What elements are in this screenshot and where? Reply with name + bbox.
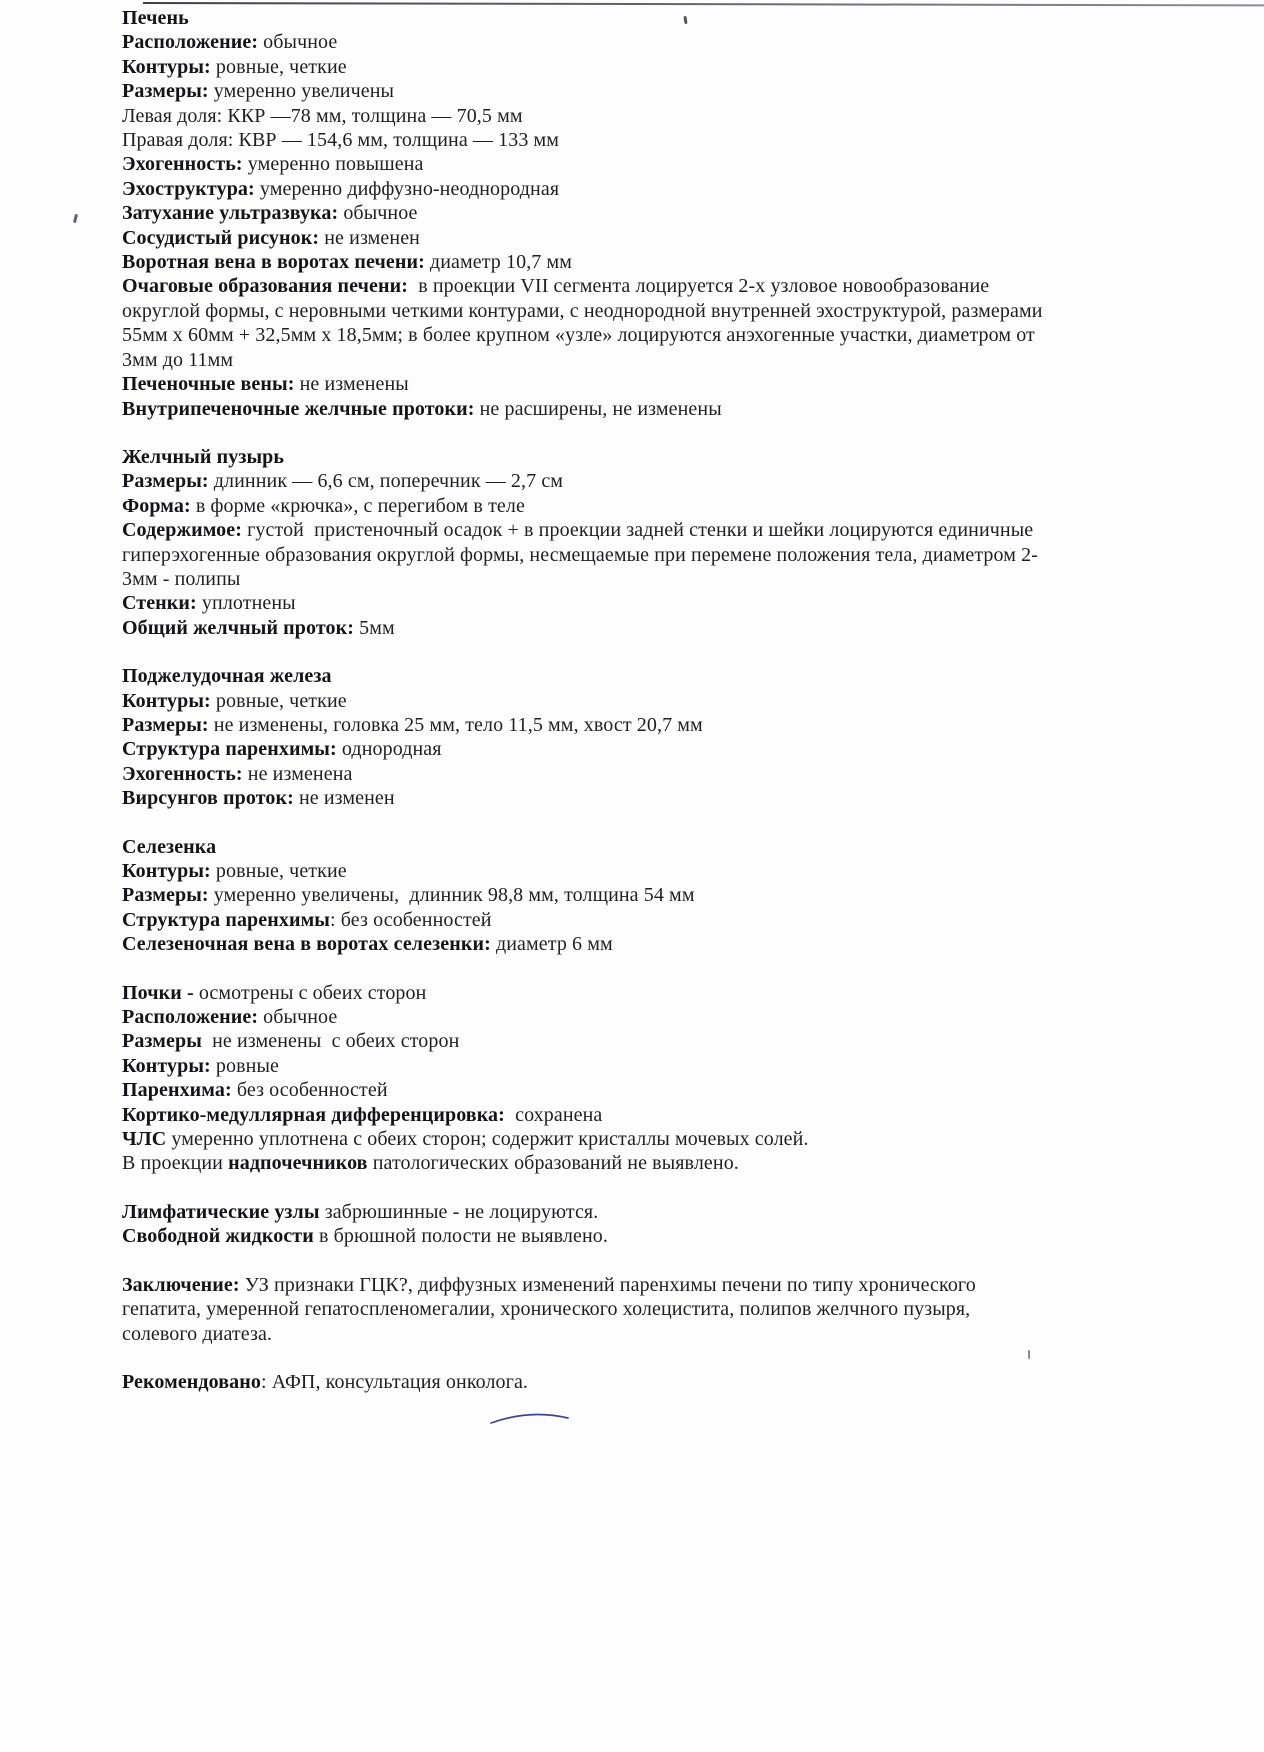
report-line — [122, 299, 1082, 323]
field-value: в брюшной полости не выявлено. — [313, 1225, 608, 1248]
field-label: Вирсунгов проток: — [122, 787, 294, 810]
field-value: ровные — [210, 1054, 279, 1077]
field-value: Правая доля: КВР — 154,6 мм, толщина — 133 мм — [122, 129, 560, 152]
section-gallbladder — [122, 445, 1082, 640]
report-line — [122, 737, 1082, 761]
field-value: не изменен — [293, 787, 395, 810]
field-label: Очаговые образования печени: — [122, 275, 408, 298]
report-line — [122, 201, 1082, 225]
field-label: Структура паренхимы: — [122, 738, 337, 761]
field-label: Паренхима: — [122, 1079, 232, 1102]
report-line — [122, 79, 1082, 103]
field-value: В проекции — [122, 1152, 229, 1175]
report-line — [122, 883, 1082, 907]
field-label: Селезенка — [122, 835, 217, 858]
field-value: густой пристеночный осадок + в проекции задней стенки и шейки лоцируются единичные — [242, 519, 1034, 542]
report-line — [122, 1103, 1082, 1127]
section-lymph-and-fluid — [122, 1200, 1082, 1249]
field-value: УЗ признаки ГЦК?, диффузных изменений паренхимы печени по типу хронического — [239, 1273, 976, 1296]
report-line — [122, 1200, 1082, 1224]
report-line — [122, 591, 1082, 615]
report-line — [122, 6, 1082, 30]
field-label: Размеры: — [122, 80, 209, 103]
report-line — [122, 30, 1082, 54]
report-line — [122, 1224, 1082, 1248]
field-value: обычное — [258, 31, 338, 54]
field-label: Размеры: — [122, 713, 209, 736]
report-line — [122, 226, 1082, 250]
field-value: без особенностей — [231, 1079, 388, 1102]
pen-stroke — [491, 1414, 568, 1423]
field-label: Свободной жидкости — [122, 1225, 314, 1248]
section-kidneys — [122, 981, 1082, 1176]
report-line — [122, 177, 1082, 201]
field-label: Селезеночная вена в воротах селезенки: — [122, 933, 491, 956]
field-value: в проекции VII сегмента лоцируется 2-х узловое новообразование — [408, 275, 990, 298]
report-line — [122, 1078, 1082, 1102]
field-label: Размеры: — [122, 470, 209, 493]
report-line — [122, 348, 1082, 372]
report-line — [122, 323, 1082, 347]
field-label: Кортико-медуллярная дифференцировка: — [122, 1103, 505, 1126]
section-spleen — [122, 835, 1082, 957]
report-line — [122, 445, 1082, 469]
report-line — [122, 1054, 1082, 1078]
field-value: обычное — [258, 1006, 338, 1029]
field-value: не изменены — [294, 373, 409, 396]
report-line — [122, 128, 1082, 152]
field-value: солевого диатеза. — [122, 1322, 273, 1345]
pen-signature-arc — [488, 1408, 572, 1430]
field-label: Контуры: — [122, 1054, 211, 1077]
report-line — [122, 664, 1082, 688]
field-label: Внутрипеченочные желчные протоки: — [122, 397, 475, 420]
field-value: умеренно диффузно-неоднородная — [254, 177, 560, 200]
field-value: Левая доля: ККР —78 мм, толщина — 70,5 мм — [122, 104, 523, 127]
field-value: диаметр 6 мм — [490, 933, 613, 956]
field-value: ровные, четкие — [210, 55, 347, 78]
report-line — [122, 469, 1082, 493]
field-label: Эхогенность: — [122, 762, 243, 785]
field-value: не изменены, головка 25 мм, тело 11,5 мм, хвост 20,7 мм — [208, 713, 703, 736]
report-line — [122, 372, 1082, 396]
report-line — [122, 567, 1082, 591]
section-conclusion — [122, 1273, 1082, 1346]
report-line — [122, 1273, 1082, 1297]
field-value: длинник — 6,6 см, поперечник — 2,7 см — [208, 470, 564, 493]
report-line — [122, 543, 1082, 567]
field-value: не изменен — [319, 226, 420, 249]
field-value: не расширены, не изменены — [474, 397, 722, 420]
field-label: Лимфатические узлы — [122, 1200, 320, 1223]
report-line — [122, 494, 1082, 518]
field-label: Печеночные вены: — [122, 373, 295, 396]
report-line — [122, 908, 1082, 932]
field-label: Контуры: — [122, 689, 211, 712]
field-label: Заключение: — [122, 1273, 240, 1296]
report-line — [122, 104, 1082, 128]
field-label: Поджелудочная железа — [122, 665, 332, 688]
field-value: не изменена — [242, 762, 353, 785]
field-value: 5мм — [354, 616, 395, 639]
report-line — [122, 1005, 1082, 1029]
field-value: 3мм до 11мм — [122, 348, 234, 371]
field-value: умеренно уплотнена с обеих сторон; содержит кристаллы мочевых солей. — [166, 1128, 809, 1151]
field-label: Расположение: — [122, 1006, 259, 1029]
report-line — [122, 616, 1082, 640]
field-value: ровные, четкие — [210, 860, 347, 882]
field-value: умеренно увеличены, длинник 98,8 мм, толщина 54 мм — [208, 884, 695, 907]
field-value: ровные, четкие — [210, 689, 347, 712]
report-line — [122, 689, 1082, 713]
field-label: Контуры: — [122, 55, 211, 78]
field-value: умеренно повышена — [242, 153, 424, 176]
report-line — [122, 1370, 1082, 1394]
field-value: диаметр 10,7 мм — [424, 251, 573, 274]
report-line — [122, 713, 1082, 737]
report-line — [122, 981, 1082, 1005]
field-label: ЧЛС — [122, 1128, 167, 1151]
field-value: гиперэхогенные образования округлой формы, несмещаемые при перемене положения тела, диаметром 2- — [122, 543, 1038, 566]
field-value: округлой формы, с неровными четкими контурами, с неоднородной внутренней эхоструктурой, размерами — [122, 299, 1043, 322]
field-label: Почки - — [122, 981, 194, 1004]
field-label: Сосудистый рисунок: — [122, 226, 320, 249]
report-line — [122, 518, 1082, 542]
field-label: Эхоструктура: — [122, 177, 255, 200]
field-label: Эхогенность: — [122, 153, 243, 176]
field-label: Рекомендовано — [122, 1370, 261, 1393]
report-line — [122, 1322, 1082, 1346]
field-value: умеренно увеличены — [208, 80, 395, 103]
report-line — [122, 762, 1082, 786]
report-line — [122, 274, 1082, 298]
report-body — [122, 6, 1082, 1418]
field-value: уплотнены — [196, 592, 296, 615]
field-value: не изменены с обеих сторон — [201, 1030, 460, 1053]
field-value: осмотрены с обеих сторон — [193, 981, 427, 1004]
report-line — [122, 786, 1082, 810]
report-line — [122, 250, 1082, 274]
field-label: Воротная вена в воротах печени: — [122, 251, 425, 274]
report-line — [122, 1127, 1082, 1151]
field-label: Контуры: — [122, 860, 211, 882]
field-label: Желчный пузырь — [122, 445, 285, 468]
field-label: Расположение: — [122, 31, 259, 54]
report-line — [122, 859, 1082, 883]
field-value: однородная — [336, 738, 442, 761]
report-line — [122, 932, 1082, 956]
field-value: 55мм х 60мм + 32,5мм х 18,5мм; в более крупном «узле» лоцируются анэхогенные участки, диаметром от — [122, 324, 1035, 347]
report-line — [122, 1151, 1082, 1175]
field-value: гепатита, умеренной гепатоспленомегалии, хронического холецистита, полипов желчного пузыря, — [122, 1298, 971, 1321]
field-value: патологических образований не выявлено. — [367, 1152, 739, 1175]
report-line — [122, 397, 1082, 421]
scan-speck — [73, 214, 78, 223]
report-line — [122, 835, 1082, 859]
report-line — [122, 1297, 1082, 1321]
field-label: надпочечников — [228, 1152, 368, 1175]
section-liver — [122, 6, 1082, 421]
field-label: Структура паренхимы — [122, 908, 331, 931]
field-value: забрюшинные - не лоцируются. — [319, 1200, 599, 1223]
field-value: : АФП, консультация онколога. — [260, 1370, 529, 1393]
field-label: Печень — [122, 7, 189, 29]
report-line — [122, 55, 1082, 79]
field-label: Размеры: — [122, 884, 209, 907]
field-label: Размеры — [122, 1030, 202, 1053]
section-pancreas — [122, 664, 1082, 810]
field-value: 3мм - полипы — [122, 567, 241, 590]
report-line — [122, 152, 1082, 176]
field-value: сохранена — [504, 1103, 603, 1126]
scan-speck — [1028, 1350, 1030, 1359]
field-label: Содержимое: — [122, 519, 243, 542]
field-label: Стенки: — [122, 592, 197, 615]
field-value: в форме «крючка», с перегибом в теле — [190, 494, 525, 517]
field-label: Форма: — [122, 494, 191, 517]
field-label: Общий желчный проток: — [122, 616, 354, 639]
field-label: Затухание ультразвука: — [122, 202, 339, 225]
field-value: : без особенностей — [330, 908, 492, 931]
report-line — [122, 1029, 1082, 1053]
field-value: обычное — [338, 202, 418, 225]
section-recommendation — [122, 1370, 1082, 1394]
